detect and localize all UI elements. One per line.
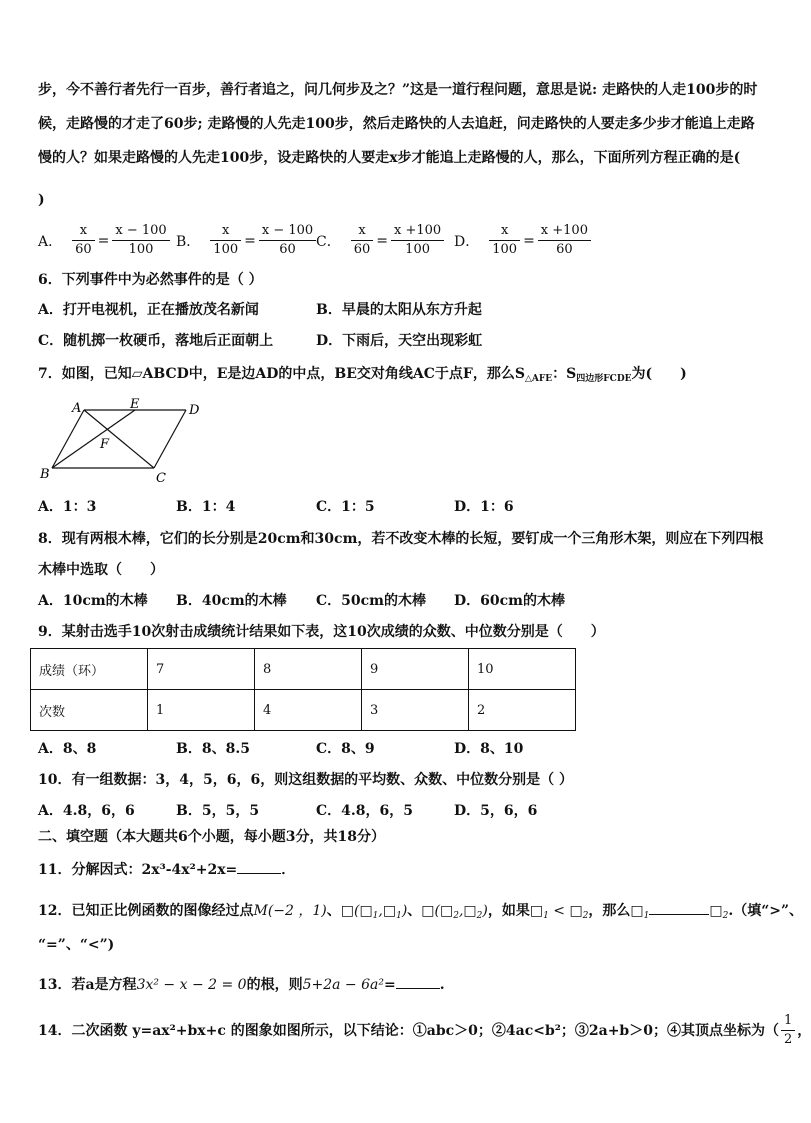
q5-option-d: D． $\frac{x}{100}$ = $\frac{x +100}{60}$ — [454, 222, 593, 259]
answer-blank — [649, 900, 709, 915]
table-cell: 1 — [148, 690, 255, 731]
label-e: E — [130, 397, 140, 412]
answer-blank — [396, 974, 440, 989]
table-cell: 2 — [469, 690, 576, 731]
q10-stem: 10．有一组数据：3，4，5，6，6，则这组数据的平均数、众数、中位数分别是（ ） — [38, 772, 574, 788]
q5-option-c: C． $\frac{x}{60}$ = $\frac{x +100}{100}$ — [316, 222, 446, 259]
q7-option-c: C．1：5 — [316, 499, 375, 515]
table-cell: 9 — [362, 649, 469, 690]
label-c: C — [156, 471, 166, 486]
q12-line1: 12．已知正比例函数的图像经过点M(−2 ，1)、$□(□_1,□_1)$、$□(□_2,□_2)$，如果$□_1$ < $□_2$，那么$□_1$ $□_2$.（填“>”、 — [38, 900, 803, 926]
q6-option-d: D．下雨后，天空出现彩虹 — [316, 333, 483, 349]
q9-option-d: D．8、10 — [454, 741, 524, 757]
label-f: F — [100, 437, 110, 452]
parallelogram-figure — [36, 398, 216, 486]
q9-stem: 9．某射击选手10次射击成绩统计结果如下表，这10次成绩的众数、中位数分别是（ ） — [38, 624, 605, 640]
label-a: A — [72, 401, 82, 416]
table-cell: 3 — [362, 690, 469, 731]
table-row — [31, 690, 576, 731]
label-d: D — [189, 403, 200, 418]
label-b: B — [40, 467, 50, 482]
q10-option-b: B．5，5，5 — [176, 803, 260, 819]
score-table — [30, 648, 576, 731]
table-row — [31, 649, 576, 690]
q9-option-b: B．8、8.5 — [176, 741, 250, 757]
q8-option-c: C．50cm的木棒 — [316, 593, 426, 609]
q8-option-a: A．10cm的木棒 — [38, 593, 148, 609]
q5-line1: 步，今不善行者先行一百步，善行者追之，问几何步及之？”这是一道行程问题，意思是说: 走路快的人走100步的时 — [38, 82, 758, 98]
q9-option-c: C．8、9 — [316, 741, 375, 757]
q8-line2: 木棒中选取（ ） — [38, 562, 164, 578]
q5-option-b: B． $\frac{x}{100}$ = $\frac{x - 100}{60}$ — [176, 222, 318, 259]
q7-option-a: A．1：3 — [38, 499, 97, 515]
q13: 13．若a是方程3x² − x − 2 = 0的根，则5+2a − 6a²= . — [38, 974, 445, 995]
q10-option-c: C．4.8，6，5 — [316, 803, 413, 819]
q8-option-d: D．60cm的木棒 — [454, 593, 565, 609]
q5-line4: ) — [38, 192, 45, 208]
table-cell: 7 — [148, 649, 255, 690]
q9-option-a: A．8、8 — [38, 741, 97, 757]
q8-option-b: B．40cm的木棒 — [176, 593, 287, 609]
q6-option-a: A．打开电视机，正在播放茂名新闻 — [38, 302, 259, 318]
q8-line1: 8．现有两根木棒，它们的长分别是20cm和30cm，若不改变木棒的长短，要钉成一个三角形木架，则应在下列四根 — [38, 531, 764, 547]
q12-line2: “=”、“<”) — [38, 937, 115, 953]
table-cell: 4 — [255, 690, 362, 731]
answer-blank — [237, 859, 281, 874]
q5-line3: 慢的人？如果走路慢的人先走100步，设走路快的人要走x步才能追上走路慢的人，那么，下面所列方程正确的是( — [38, 150, 741, 166]
table-cell: 成绩（环） — [31, 649, 148, 690]
q10-option-a: A．4.8，6，6 — [38, 803, 135, 819]
q6-stem: 6．下列事件中为必然事件的是（ ） — [38, 272, 263, 288]
q14: 14．二次函数 y=ax²+bx+c 的图象如图所示，以下结论：①abc＞0；②4ac<b²；③2a+b＞0；④其顶点坐标为（ $\frac{1}{2}$ ， — [38, 1013, 811, 1047]
q7-option-b: B．1：4 — [176, 499, 236, 515]
q7-stem: 7．如图，已知▱ABCD中，E是边AD的中点，BE交对角线AC于点F，那么$S_{\triangle AFE}$：$S_{四边形FCDE}$为( ) — [38, 366, 687, 384]
section-heading: 二、填空题（本大题共6个小题，每小题3分，共18分） — [38, 829, 385, 845]
table-cell: 10 — [469, 649, 576, 690]
q6-option-c: C．随机掷一枚硬币，落地后正面朝上 — [38, 333, 274, 349]
q6-option-b: B．早晨的太阳从东方升起 — [316, 302, 482, 318]
table-cell: 8 — [255, 649, 362, 690]
q11: 11．分解因式：2x³-4x²+2x= ． — [38, 859, 295, 880]
q5-line2: 候，走路慢的才走了60步; 走路慢的人先走100步，然后走路快的人去追赶，问走路快的人要走多少步才能追上走路 — [38, 116, 755, 132]
q5-option-a: A． $\frac{x}{60}$ = $\frac{x - 100}{100}$ — [38, 222, 172, 259]
q7-option-d: D．1：6 — [454, 499, 514, 515]
q10-option-d: D．5，6，6 — [454, 803, 538, 819]
table-cell: 次数 — [31, 690, 148, 731]
